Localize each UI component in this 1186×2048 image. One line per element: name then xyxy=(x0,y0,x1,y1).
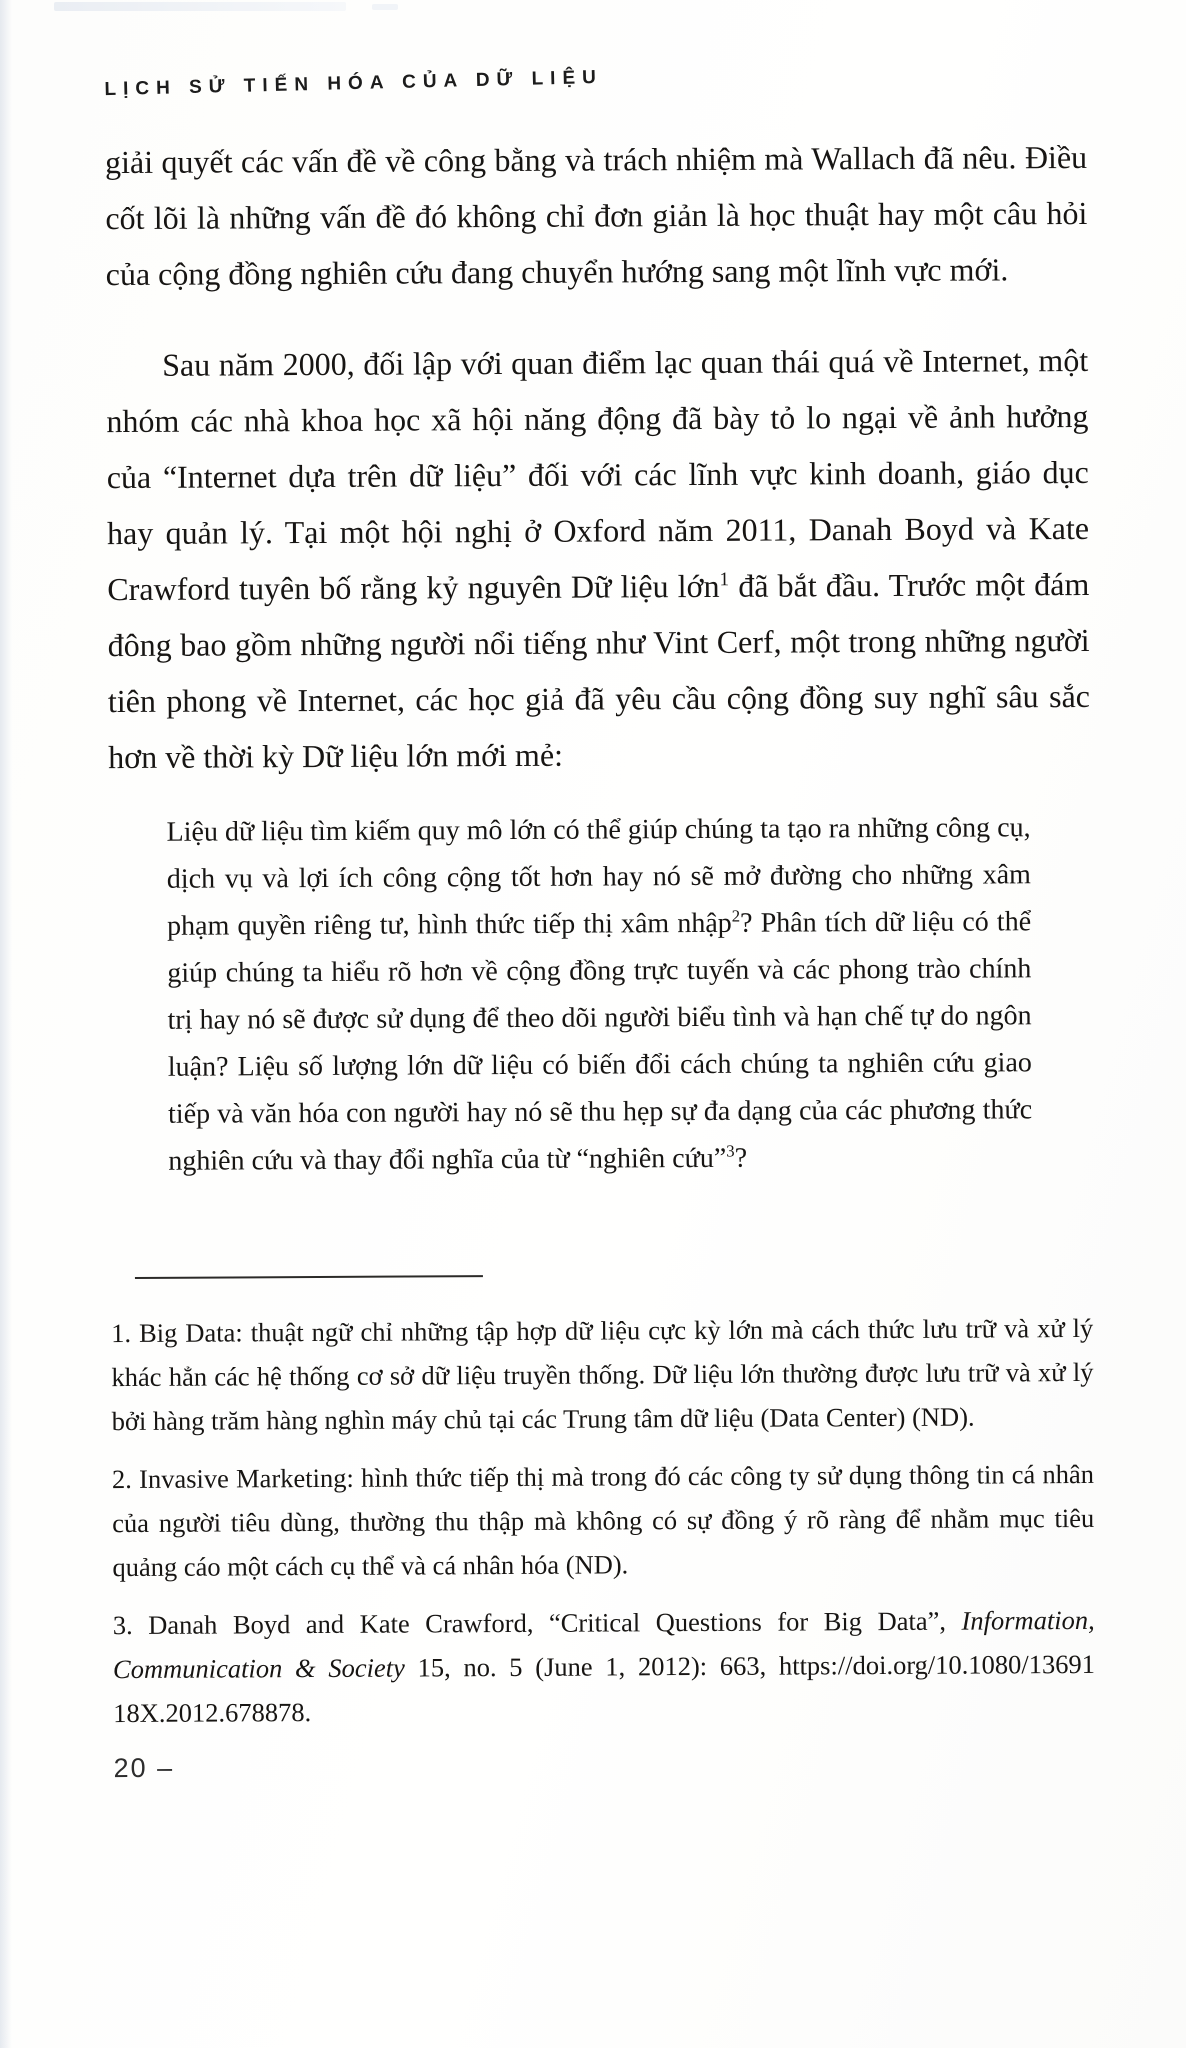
quote-text-end: ? xyxy=(734,1142,748,1174)
quote-text-cont: ? Phân tích dữ liệu có thể giúp chúng ta hiểu rõ hơn về cộng đồng trực tuyến và các phong trào chính trị hay nó sẽ được sử dụng để theo dõi người biểu tình và hạn chế tự do ngôn luận? Liệu số lượng lớn dữ liệu có biến đổi cách chúng ta nghiên cứu giao tiếp và văn hóa con người hay nó sẽ thu hẹp sự đa dạng của các phương thức nghiên cứu và thay đổi nghĩa của từ “nghiên cứu” xyxy=(167,906,1033,1177)
footnote-3-text-cont: 15, no. 5 (June 1, 2012): 663, https://doi.org/10.1080/13691 18X.2012.678878. xyxy=(113,1648,1096,1729)
running-header: LỊCH SỬ TIẾN HÓA CỦA DỮ LIỆU xyxy=(104,66,604,101)
footnote-2: 2. Invasive Marketing: hình thức tiếp thị mà trong đó các công ty sử dụng thông tin cá nhân của người tiêu dùng, thường thu thập mà không có sự đồng ý rõ ràng để nhằm mục tiêu quảng cáo một cách cụ thể và cá nhân hóa (ND). xyxy=(111,1458,1095,1583)
paragraph-2-text: Sau năm 2000, đối lập với quan điểm lạc quan thái quá về Internet, một nhóm các nhà khoa học xã hội năng động đã bày tỏ lo ngại về ảnh hưởng của “Internet dựa trên dữ liệu” đối với các lĩnh vực kinh doanh, giáo dục hay quản lý. Tại một hội nghị ở Oxford năm 2011, Danah Boyd và Kate Crawford tuyên bố rằng kỷ nguyên Dữ liệu lớn xyxy=(106,341,1090,608)
page-number: 20 – xyxy=(113,1752,175,1784)
quote-text: Liệu dữ liệu tìm kiếm quy mô lớn có thể giúp chúng ta tạo ra những công cụ, dịch vụ và lợi ích công cộng tốt hơn hay nó sẽ mở đường cho những xâm phạm quyền riêng tư, hình thức tiếp thị xâm nhập xyxy=(166,812,1031,942)
footnote-divider xyxy=(135,1275,483,1279)
footnote-ref-3: 3 xyxy=(726,1141,735,1161)
footnote-ref-1: 1 xyxy=(719,569,730,591)
page-content xyxy=(104,0,1095,1784)
paragraph-1: giải quyết các vấn đề về công bằng và trách nhiệm mà Wallach đã nêu. Điều cốt lõi là những vấn đề đó không chỉ đơn giản là học thuật hay một câu hỏi của cộng đồng nghiên cứu đang chuyển hướng sang một lĩnh vực mới. xyxy=(105,138,1088,293)
paragraph-2 xyxy=(106,332,1090,785)
footnote-3-text: 3. Danah Boyd and Kate Crawford, “Critical Questions for Big Data”, xyxy=(112,1605,962,1641)
footnote-ref-2: 2 xyxy=(731,906,741,926)
blockquote-big-data-questions xyxy=(166,804,1032,1185)
footnote-3-citation-title: Information, Communication & Society xyxy=(112,1604,1095,1685)
footnote-3 xyxy=(113,1598,1096,1735)
footnote-1: 1. Big Data: thuật ngữ chỉ những tập hợp dữ liệu cực kỳ lớn mà cách thức lưu trữ và xử lý khác hẳn các hệ thống cơ sở dữ liệu truyền thống. Dữ liệu lớn thường được lưu trữ và xử lý bởi hàng trăm hàng nghìn máy chủ tại các Trung tâm dữ liệu (Data Center) (ND). xyxy=(111,1312,1094,1437)
paragraph-2-text-cont: đã bắt đầu. Trước một đám đông bao gồm những người nổi tiếng như Vint Cerf, một trong những người tiên phong về Internet, các học giả đã yêu cầu cộng đồng suy nghĩ sâu sắc hơn về thời kỳ Dữ liệu lớn mới mẻ: xyxy=(107,565,1091,776)
scan-edge-artifact xyxy=(0,0,12,2048)
